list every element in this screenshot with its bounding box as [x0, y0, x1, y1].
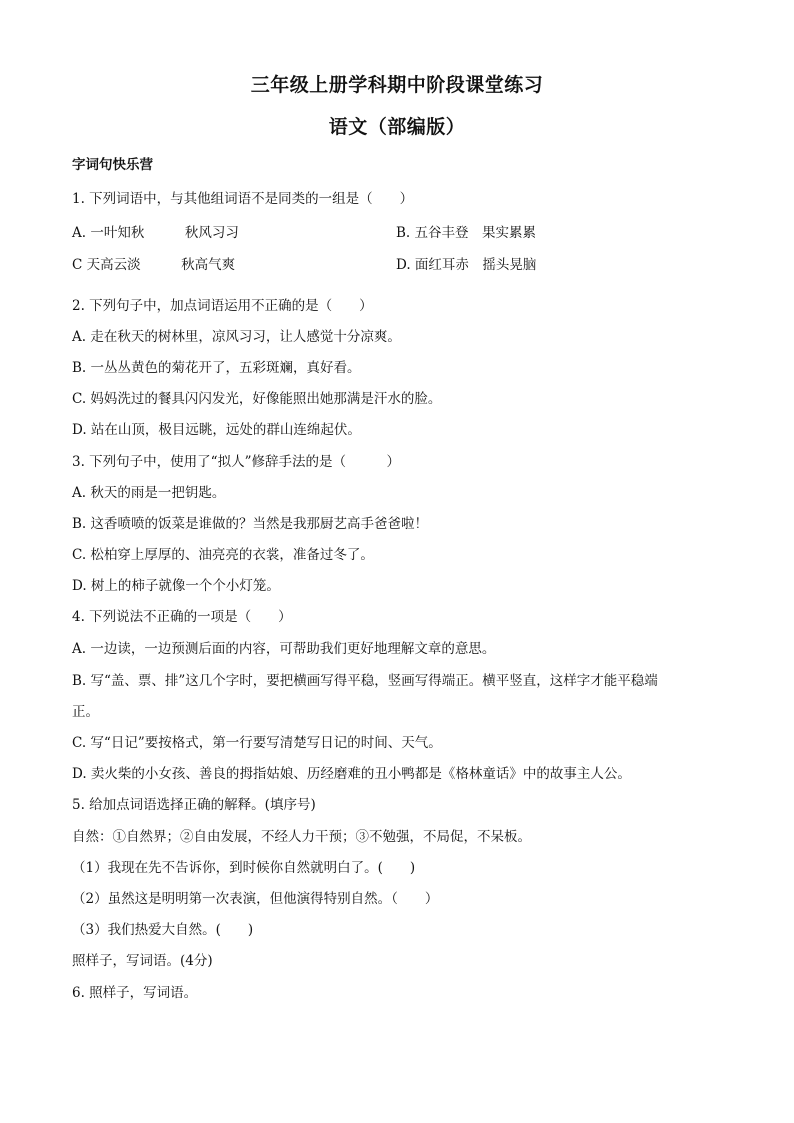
page-title: 三年级上册学科期中阶段课堂练习	[250, 74, 544, 96]
question-2-stem: 2. 下列句子中，加点词语运用不正确的是（ ）	[72, 298, 373, 314]
question-1-stem: 1. 下列词语中，与其他组词语不是同类的一组是（ ）	[72, 191, 414, 207]
question-5-sentence-1: （1）我现在先不告诉你，到时候你自然就明白了。( )	[72, 860, 416, 876]
question-2-option-d: D. 站在山顶，极目远眺，远处的群山连绵起伏。	[72, 422, 361, 438]
question-3-option-d: D. 树上的柿子就像一个个小灯笼。	[72, 578, 280, 594]
question-4-option-b-line1: B. 写“盖、票、排”这几个字时，要把横画写得平稳，竖画写得端正。横平竖直，这样字才能平稳端	[72, 673, 658, 689]
question-3-option-a: A. 秋天的雨是一把钥匙。	[72, 485, 226, 501]
question-4-option-b-line2: 正。	[72, 704, 99, 720]
question-4-option-a: A. 一边读，一边预测后面的内容，可帮助我们更好地理解文章的意思。	[72, 641, 496, 657]
question-2-option-a: A. 走在秋天的树林里，凉风习习，让人感觉十分凉爽。	[72, 329, 401, 345]
question-4-option-d: D. 卖火柴的小女孩、善良的拇指姑娘、历经磨难的丑小鸭都是《格林童话》中的故事主人公。	[72, 766, 631, 782]
question-5-sentence-2: （2）虽然这是明明第一次表演，但他演得特别自然。（ ）	[72, 891, 439, 907]
question-3-stem: 3. 下列句子中，使用了“拟人”修辞手法的是（ ）	[72, 454, 400, 470]
question-3-option-b: B. 这香喷喷的饭菜是谁做的？当然是我那厨艺高手爸爸啦！	[72, 516, 429, 532]
section-note: 照样子，写词语。(4分)	[72, 953, 213, 969]
question-5-stem: 5. 给加点词语选择正确的解释。(填序号)	[72, 797, 316, 813]
question-1-option-a: A. 一叶知秋 秋风习习	[72, 225, 239, 241]
question-2-option-b: B. 一丛丛黄色的菊花开了，五彩斑斓，真好看。	[72, 360, 361, 376]
question-1-option-d: D. 面红耳赤 摇头晃脑	[396, 257, 537, 273]
question-1-option-c: C 天高云淡 秋高气爽	[72, 257, 236, 273]
question-4-stem: 4. 下列说法不正确的一项是（ ）	[72, 609, 292, 625]
question-5-definitions: 自然：①自然界；②自由发展，不经人力干预；③不勉强，不局促，不呆板。	[72, 829, 531, 845]
question-4-option-c: C. 写“日记”要按格式，第一行要写清楚写日记的时间、天气。	[72, 735, 442, 751]
section-heading: 字词句快乐营	[72, 157, 153, 173]
question-5-sentence-3: （3）我们热爱大自然。( )	[72, 922, 254, 938]
question-1-option-b: B. 五谷丰登 果实累累	[396, 225, 537, 241]
question-6-stem: 6. 照样子，写词语。	[72, 985, 198, 1001]
question-2-option-c: C. 妈妈洗过的餐具闪闪发光，好像能照出她那满是汗水的脸。	[72, 391, 442, 407]
page-subtitle: 语文（部编版）	[328, 116, 466, 138]
question-3-option-c: C. 松柏穿上厚厚的、油亮亮的衣裳，准备过冬了。	[72, 547, 374, 563]
